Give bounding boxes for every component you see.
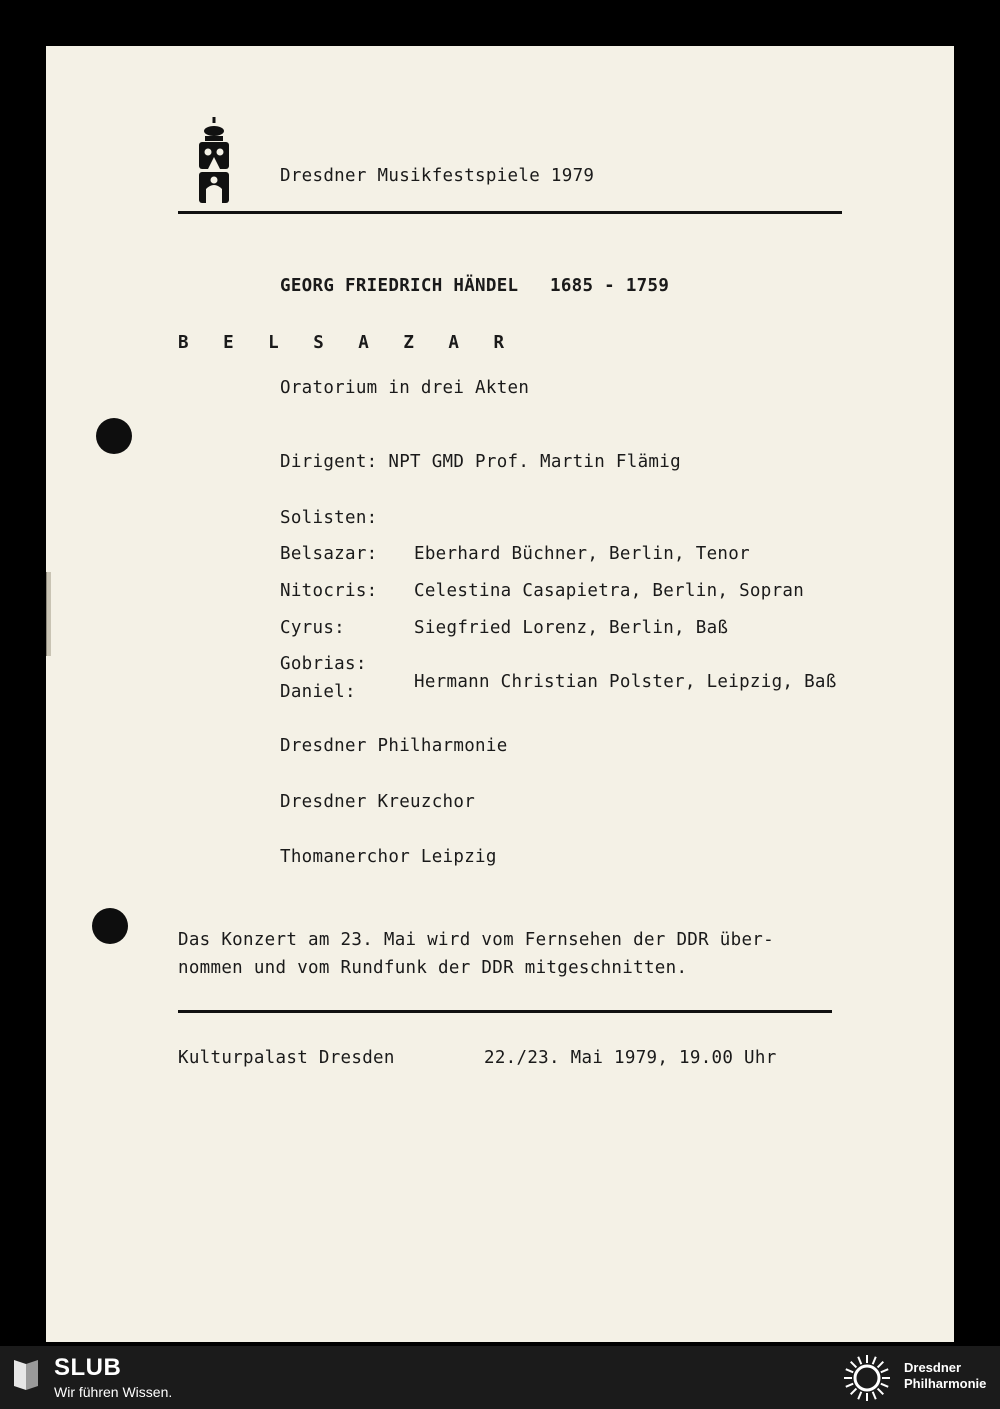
performer-entry: Eberhard Büchner, Berlin, Tenor — [414, 544, 750, 564]
punch-hole-top — [96, 418, 132, 454]
role-label-second: Daniel: — [280, 682, 356, 702]
festival-logo-icon — [196, 117, 232, 207]
philharmonie-logo-icon — [842, 1353, 892, 1403]
role-label: Gobrias: — [280, 654, 367, 674]
archive-footer-bar — [0, 1346, 1000, 1409]
ensemble-choir-1: Dresdner Kreuzchor — [280, 792, 476, 812]
role-label: Nitocris: — [280, 581, 378, 601]
staple — [46, 572, 51, 656]
performer-entry: Siegfried Lorenz, Berlin, Baß — [414, 618, 729, 638]
composer-name: GEORG FRIEDRICH HÄNDEL — [280, 276, 519, 296]
performer-entry: Celestina Casapietra, Berlin, Sopran — [414, 581, 805, 601]
festival-title: Dresdner Musikfestspiele 1979 — [280, 166, 595, 186]
punch-hole-bottom — [92, 908, 128, 944]
philharmonie-name-line2: Philharmonie — [904, 1376, 987, 1391]
ensemble-orchestra: Dresdner Philharmonie — [280, 736, 508, 756]
philharmonie-name-line1: Dresdner — [904, 1360, 962, 1375]
venue-place: Kulturpalast Dresden — [178, 1048, 395, 1068]
work-subtitle: Oratorium in drei Akten — [280, 378, 530, 398]
header-divider — [178, 211, 842, 214]
footer-divider — [178, 1010, 832, 1013]
conductor-line: Dirigent: NPT GMD Prof. Martin Flämig — [280, 452, 681, 472]
venue-datetime: 22./23. Mai 1979, 19.00 Uhr — [484, 1048, 777, 1068]
broadcast-note-line1: Das Konzert am 23. Mai wird vom Fernsehen der DDR über- — [178, 930, 774, 950]
role-label: Belsazar: — [280, 544, 378, 564]
slub-name: SLUB — [54, 1354, 122, 1381]
slub-tagline: Wir führen Wissen. — [54, 1384, 173, 1400]
broadcast-note-line2: nommen und vom Rundfunk der DDR mitgeschnitten. — [178, 958, 688, 978]
ensemble-choir-2: Thomanerchor Leipzig — [280, 847, 497, 867]
work-title: B E L S A Z A R — [178, 333, 517, 353]
document-page — [46, 46, 954, 1342]
slub-logo-icon — [12, 1358, 40, 1392]
role-label: Cyrus: — [280, 618, 346, 638]
soloists-heading: Solisten: — [280, 508, 378, 528]
performer-entry: Hermann Christian Polster, Leipzig, Baß — [414, 672, 837, 692]
composer-years: 1685 - 1759 — [550, 276, 670, 296]
philharmonie-name — [904, 1360, 986, 1392]
